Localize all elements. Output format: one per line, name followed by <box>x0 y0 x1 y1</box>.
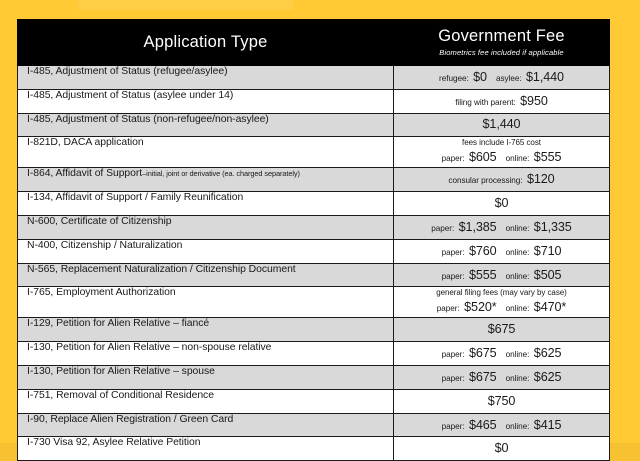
application-type-label: I-130, Petition for Alien Relative – spouse <box>27 365 215 377</box>
application-type-text <box>18 366 393 389</box>
application-type-cell <box>18 215 394 239</box>
government-fee-table <box>17 19 610 461</box>
fee-label: paper: <box>441 271 465 281</box>
government-fee-pair-line <box>442 267 562 284</box>
fee-label: paper: <box>441 350 465 360</box>
application-type-label: I-129, Petition for Alien Relative – fiancé <box>27 318 210 330</box>
government-fee-cell <box>394 365 610 389</box>
fee-amount: $0 <box>473 70 487 84</box>
application-type-cell <box>18 192 394 216</box>
government-fee-note: general filing fees (may vary by case) <box>436 288 567 298</box>
fee-amount: $555 <box>533 149 562 164</box>
fee-label: online: <box>505 247 530 257</box>
column-header-government-fee <box>394 20 610 66</box>
fee-label: online: <box>505 153 530 163</box>
government-fee-text <box>394 216 609 239</box>
government-fee-cell <box>394 413 610 437</box>
fee-amount: $950 <box>520 93 548 108</box>
government-fee-text <box>394 90 609 113</box>
application-type-cell <box>18 413 394 437</box>
government-fee-pair-line <box>455 93 548 110</box>
government-fee-pair-line <box>437 299 566 316</box>
government-fee-text <box>394 168 609 191</box>
application-type-cell <box>18 66 394 90</box>
fee-amount: $1,385 <box>458 219 497 234</box>
application-type-label: I-90, Replace Alien Registration / Green Card <box>27 413 234 425</box>
application-type-cell <box>18 389 394 413</box>
government-fee-pair-line <box>442 149 562 166</box>
fee-amount: $120 <box>526 172 555 187</box>
fee-label: online: <box>505 303 530 313</box>
application-type-label: I-765, Employment Authorization <box>27 287 176 299</box>
fee-amount: $710 <box>533 243 562 258</box>
fee-label: paper: <box>441 247 465 257</box>
application-type-text <box>18 318 393 341</box>
application-type-cell <box>18 168 394 192</box>
application-type-label: I-821D, DACA application <box>27 137 144 149</box>
application-type-label: N-600, Certificate of Citizenship <box>27 215 172 227</box>
government-fee-cell <box>394 318 610 342</box>
table-row <box>18 263 610 287</box>
government-fee-cell <box>394 89 610 113</box>
table-header-row <box>18 20 610 66</box>
government-fee-text <box>394 137 609 167</box>
fee-amount: $1,335 <box>533 219 572 234</box>
government-fee-text <box>394 192 609 215</box>
fee-label: paper: <box>441 421 465 431</box>
government-fee-amount: $750 <box>487 393 516 408</box>
table-row <box>18 66 610 90</box>
application-type-cell <box>18 263 394 287</box>
fee-label: filing with parent: <box>455 97 516 107</box>
fee-label: asylee: <box>495 74 522 83</box>
application-type-text <box>18 216 393 239</box>
application-type-text <box>18 390 393 413</box>
table-row <box>18 137 610 168</box>
government-fee-cell <box>394 263 610 287</box>
application-type-cell <box>18 365 394 389</box>
fee-label: refugee: <box>439 74 469 83</box>
application-type-label: I-485, Adjustment of Status (asylee under 14) <box>27 89 234 101</box>
government-fee-pair-line <box>439 69 564 86</box>
fee-amount: $675 <box>468 346 497 361</box>
fee-amount: $605 <box>468 149 497 164</box>
column-header-application-type <box>18 20 394 66</box>
government-fee-text <box>394 437 609 460</box>
fee-label: consular processing: <box>448 176 523 186</box>
government-fee-text <box>394 66 609 89</box>
fee-label: online: <box>505 421 530 431</box>
application-type-cell <box>18 113 394 137</box>
table-row <box>18 413 610 437</box>
application-type-text <box>18 342 393 365</box>
table-row <box>18 239 610 263</box>
application-type-text <box>18 287 393 317</box>
fee-label: paper: <box>431 223 455 233</box>
application-type-text <box>18 168 393 191</box>
application-type-text <box>18 240 393 263</box>
table-row <box>18 389 610 413</box>
government-fee-text <box>394 342 609 365</box>
government-fee-cell <box>394 342 610 366</box>
government-fee-pair-line <box>442 369 562 386</box>
application-type-subnote: –initial, joint or derivative (ea. charged separately) <box>142 169 300 179</box>
government-fee-text <box>394 287 609 317</box>
government-fee-amount: $0 <box>494 441 509 456</box>
government-fee-cell <box>394 437 610 461</box>
application-type-text <box>18 414 393 437</box>
table-body <box>18 66 610 461</box>
application-type-text <box>18 114 393 137</box>
government-fee-text <box>394 318 609 341</box>
application-type-text <box>18 264 393 287</box>
government-fee-text <box>394 366 609 389</box>
application-type-text <box>18 90 393 113</box>
fee-label: online: <box>505 373 530 383</box>
government-fee-pair-line <box>442 345 562 362</box>
application-type-cell <box>18 287 394 318</box>
fee-label: paper: <box>441 153 465 163</box>
fee-label: paper: <box>436 303 460 313</box>
fee-amount: $625 <box>533 369 562 384</box>
fee-table-container <box>17 19 609 461</box>
government-fee-text <box>394 390 609 413</box>
government-fee-text <box>394 114 609 137</box>
table-row <box>18 318 610 342</box>
application-type-label: I-130, Petition for Alien Relative – non-spouse relative <box>27 342 272 354</box>
application-type-text <box>18 66 393 89</box>
table-row <box>18 89 610 113</box>
government-fee-cell <box>394 389 610 413</box>
government-fee-cell <box>394 113 610 137</box>
application-type-label: I-485, Adjustment of Status (refugee/asylee) <box>27 66 228 77</box>
fee-amount: $520* <box>464 299 497 314</box>
application-type-label: I-751, Removal of Conditional Residence <box>27 389 214 401</box>
application-type-cell <box>18 318 394 342</box>
fee-label: online: <box>505 223 530 233</box>
column-header-government-fee-label: Government Fee <box>438 27 565 46</box>
fee-amount: $1,440 <box>526 70 564 84</box>
government-fee-cell <box>394 66 610 90</box>
application-type-text <box>18 137 393 167</box>
table-header <box>18 20 610 66</box>
column-header-government-fee-note: Biometrics fee included if applicable <box>439 48 564 58</box>
fee-amount: $625 <box>533 346 562 361</box>
government-fee-text <box>394 414 609 437</box>
government-fee-pair-line <box>448 171 554 188</box>
fee-amount: $675 <box>468 369 497 384</box>
application-type-cell <box>18 437 394 461</box>
application-type-cell <box>18 137 394 168</box>
government-fee-pair-line <box>442 243 562 260</box>
government-fee-text <box>394 264 609 287</box>
fee-amount: $415 <box>533 417 562 432</box>
government-fee-amount: $675 <box>487 322 516 337</box>
column-header-application-type-label: Application Type <box>143 33 268 52</box>
fee-label: paper: <box>441 373 465 383</box>
government-fee-cell <box>394 287 610 318</box>
application-type-cell <box>18 342 394 366</box>
fee-amount: $555 <box>468 267 497 282</box>
table-row <box>18 113 610 137</box>
fee-amount: $470* <box>533 299 567 314</box>
application-type-label: I-485, Adjustment of Status (non-refugee/non-asylee) <box>27 113 269 125</box>
government-fee-cell <box>394 137 610 168</box>
application-type-text <box>18 192 393 215</box>
fee-amount: $505 <box>533 267 562 282</box>
table-row <box>18 168 610 192</box>
table-row <box>18 192 610 216</box>
government-fee-cell <box>394 239 610 263</box>
fee-label: online: <box>505 271 530 281</box>
fee-amount: $760 <box>468 243 497 258</box>
government-fee-text <box>394 240 609 263</box>
government-fee-note: fees include I-765 cost <box>462 138 541 148</box>
application-type-label: I-730 Visa 92, Asylee Relative Petition <box>27 437 201 449</box>
fee-amount: $465 <box>468 417 497 432</box>
application-type-label: N-565, Replacement Naturalization / Citizenship Document <box>27 263 296 275</box>
table-row <box>18 215 610 239</box>
application-type-label: I-134, Affidavit of Support / Family Reunification <box>27 192 244 204</box>
table-row <box>18 437 610 461</box>
application-type-label: I-864, Affidavit of Support <box>27 168 143 180</box>
application-type-cell <box>18 89 394 113</box>
government-fee-cell <box>394 192 610 216</box>
government-fee-pair-line <box>442 417 562 434</box>
government-fee-pair-line <box>431 219 571 236</box>
top-edge-artifact <box>78 0 293 10</box>
government-fee-amount: $0 <box>494 195 509 210</box>
table-row <box>18 365 610 389</box>
application-type-label: N-400, Citizenship / Naturalization <box>27 239 183 251</box>
table-row <box>18 342 610 366</box>
application-type-text <box>18 437 393 460</box>
government-fee-cell <box>394 168 610 192</box>
application-type-cell <box>18 239 394 263</box>
government-fee-cell <box>394 215 610 239</box>
table-row <box>18 287 610 318</box>
government-fee-amount: $1,440 <box>482 117 521 132</box>
fee-label: online: <box>505 350 530 360</box>
